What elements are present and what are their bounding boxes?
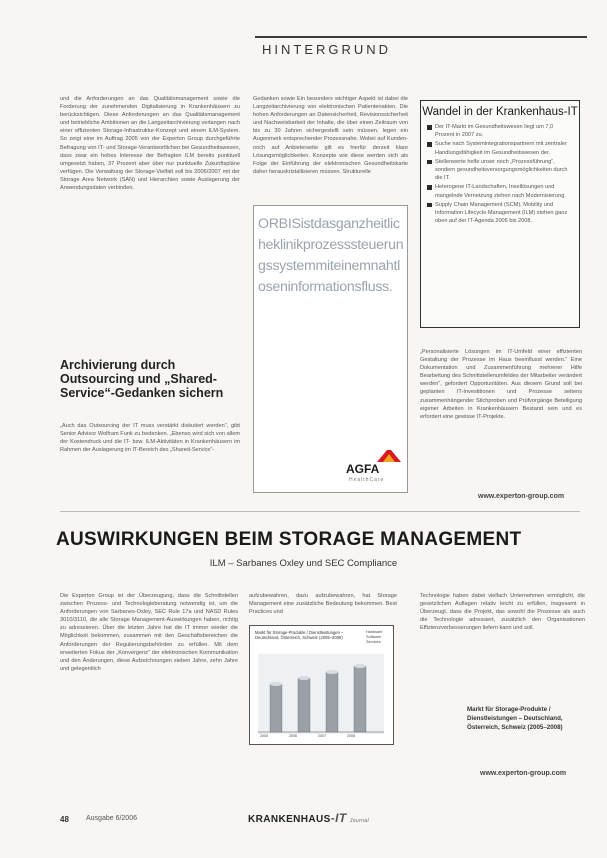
source-url[interactable]: www.experton-group.com bbox=[480, 770, 567, 777]
ad-brand: AGFA bbox=[346, 462, 380, 476]
x-tick-label: 2005 bbox=[260, 734, 268, 738]
advertisement bbox=[253, 205, 408, 493]
article-paragraph: „Auch das Outsourcing der IT muss verstärkt diskutiert werden“, gibt Senior Advisor Wolfram Funk zu bedenken. „Ebenso wird sich von allem der Kostendruck und die IT- bzw. ILM-Aktivitäten in Krankenhäusern im Rahmen der Auslagerung im IT-Bereich des „Shared-Service“- bbox=[60, 423, 240, 454]
article-column-2 bbox=[253, 95, 408, 200]
legend-item: Hardware bbox=[366, 630, 383, 634]
article-paragraph: „Personalisierte Lösungen im IT-Umfeld einer effizienten Gestaltung der Prozesse im Haus beeinflusst werden.“ Eine Dokumentation und Zusammenführung mehrerer Hilfe Bearbeitung des Schnittstellenumfeldes der Mitarbeiter verändert werden“, gefordert Opportunitäten. Aus diesem Grund soll bei geplanten IT-Investitionen und Prozesse seitens zusammenhängender Stichproben und Prüfvorgänge Beteiligung eigener Arbeiten in Krankenhäusern Bestand sein und es erfordert eine gewisse IT-Projekte. bbox=[420, 349, 582, 420]
main-subheading: ILM – Sarbanes Oxley und SEC Compliance bbox=[209, 558, 398, 569]
header-rule bbox=[255, 36, 587, 38]
article-paragraph: Technologie haben dabei vielfach Unternehmen ermöglicht, die gesetzlichen Auflagen relativ leicht zu erfüllen, insgesamt in Überzeugt, dass die Projekt, das sowohl die Prozesse als auch die Technologie adressiert, zusätzlich den Organisationen Effizienzverbesserungen liefern kann und soll. bbox=[420, 593, 585, 632]
legend-item: Services bbox=[366, 640, 381, 644]
figure-bar bbox=[298, 678, 310, 732]
section-divider bbox=[60, 511, 580, 512]
section-subheading: Archivierung durch Outsourcing und „Shared-Service“-Gedanken sichern bbox=[60, 358, 224, 400]
sidebar-list-item: Der IT-Markt im Gesundheitswesen liegt um 7,0 Prozent in 2007 zu. bbox=[427, 123, 573, 139]
article-paragraph: aufzubewahren, dazu aufzubewahren, hat Storage Management eine zusätzliche Bedeutung bekommen. Best Practices und bbox=[249, 593, 397, 616]
sidebar-list-item: Suche nach Systemintegrationspartnern mit zentraler Handlungsfähigkeit im Gesundheitswesen der. bbox=[427, 140, 573, 156]
bottom-column-1 bbox=[60, 592, 238, 772]
bottom-column-3 bbox=[420, 592, 585, 702]
article-paragraph: Die Experton Group ist der Überzeugung, dass die Schnittstellen zwischen Prozess- und Technologieberatung notwendig ist, um die Anforderungen von Sarbanes-Oxley, SEC Rule 17a und NASD Rules 3010/3110, die alle Storage Management-Auswirkungen haben, richtig zu adressieren. Über die letzten Jahre hat die IT immer wieder die Möglichkeit bekommen, zusammen mit den Geschäftsbereichen die Anforderungen der Regulierungsbehörden zu erfüllen. Mit dem erweiterten Fokus der „Konvergenz“ der elektronischen Kommunikation und den Änderungen, diese Aufzeichnungen sieben Jahre, zehn Jahre und gelegentlich bbox=[60, 593, 238, 672]
magazine-logo bbox=[248, 811, 369, 825]
article-column-3 bbox=[420, 348, 582, 483]
logo-main: KRANKENHAUS bbox=[248, 814, 331, 825]
figure-plot bbox=[258, 654, 384, 734]
ad-brand-sub: HealthCare bbox=[349, 477, 385, 483]
legend-item: Software bbox=[366, 635, 381, 639]
sidebar-list-item: Supply Chain Management (SCM), Mobility und Information Lifecycle Management (ILM) stehen ganz oben auf der IT-Agenda 2006 bis 2008. bbox=[427, 201, 573, 226]
ad-slogan: ORBISistdasganzheitlicheklinikprozesssteuerungssystemmiteinemnahtloseninformationsfluss. bbox=[258, 216, 404, 295]
article-column-1b bbox=[60, 422, 240, 502]
sidebar-list bbox=[427, 123, 573, 225]
sidebar-list-item: Heterogene IT-Landschaften, Insellösungen und mangelnde Vernetzung ziehen nach Modernisierung. bbox=[427, 183, 573, 199]
tagline: Markt für Storage-Produkte / Dienstleistungen – Deutschland, Österreich, Schweiz (2005–2008) bbox=[467, 706, 563, 731]
figure-legend bbox=[366, 630, 382, 645]
section-label: HINTERGRUND bbox=[262, 42, 392, 57]
sidebar-list-item: Stellenwerte helfe unser noch „Prozessführung“, sondern gesundheitsversorgungsmöglichkeiten durch die IT. bbox=[427, 158, 573, 183]
article-column-1 bbox=[60, 95, 240, 357]
agfa-logo-icon bbox=[377, 450, 403, 462]
figure-bar bbox=[326, 672, 338, 732]
market-figure bbox=[249, 625, 394, 745]
x-tick-label: 2007 bbox=[318, 734, 326, 738]
article-paragraph: und die Anforderungen an das Qualitätsmanagement sowie die Forderung der zunehmenden Digitalisierung in Krankenhäusern zu berücksichtigen. Diese Anforderungen an das Qualitätsmanagement und betriebliche Ambitionen an die Langzeitarchivierung verlangen nach einer effizienten Storage-Infrastruktur-Konzept und einem ILM-System. So zeigt eine im Auftrag 2005 von der Experton Group durchgeführte Befragung von IT- und Storage-Verantwortlichen bei Gesundheitswesen, dass zwar ein hohes Interesse der Befragten ILM bereits punktuell umgesetzt haben, 37 Prozent aber über nur punktuelle Zukunftspläne verfügen. Die Verwaltung der Storage-Vielfalt soll bis 2006/2007 mit der Storage Area Network (SAN) und Hierarchien sowie Auslagerung der Anwendungsdaten verbinden. bbox=[60, 96, 240, 192]
article-paragraph: Gedanken sowie Ein besonders wichtiger Aspekt ist dabei die Langzeitarchivierung von elektronischen Patientenakten. Die hohen Anforderungen an Datensicherheit, Revisionssicherheit und Nachweisbarkeit der Inhalte, die über einen Zeitraum von bis zu 30 Jahren sichergestellt sein müssen, legen ein Augenmerk entsprechender Prozessnahe. Wobei auf Kunden- noch auf Anbieterseite gilt es hierfür derzeit klare Lösungsmöglichkeiten. Konzepte wie diese werden sich als Folge der Einführung der elektronischen Gesundheitskarte daher herauskristallisieren müssen. Strukturelle bbox=[253, 96, 408, 175]
logo-suffix: Journal bbox=[349, 818, 370, 824]
figure-bar bbox=[270, 684, 282, 732]
main-heading: AUSWIRKUNGEN BEIM STORAGE MANAGEMENT bbox=[56, 529, 522, 550]
sidebar-box bbox=[420, 100, 580, 328]
figure-title: Markt für Storage-Produkte / Dienstleistungen – Deutschland, Österreich, Schweiz (2005–2008) bbox=[255, 630, 344, 641]
x-tick-label: 2008 bbox=[347, 734, 355, 738]
x-tick-label: 2006 bbox=[289, 734, 297, 738]
page-number: 48 bbox=[60, 815, 69, 824]
bottom-column-2 bbox=[249, 592, 397, 622]
source-url[interactable]: www.experton-group.com bbox=[478, 493, 565, 500]
figure-bar bbox=[354, 666, 366, 732]
issue-label: Ausgabe 6/2006 bbox=[86, 815, 137, 822]
figure-x-labels bbox=[260, 734, 355, 738]
logo-it: -IT bbox=[330, 811, 347, 825]
sidebar-title: Wandel in der Krankenhaus-IT bbox=[422, 106, 578, 118]
